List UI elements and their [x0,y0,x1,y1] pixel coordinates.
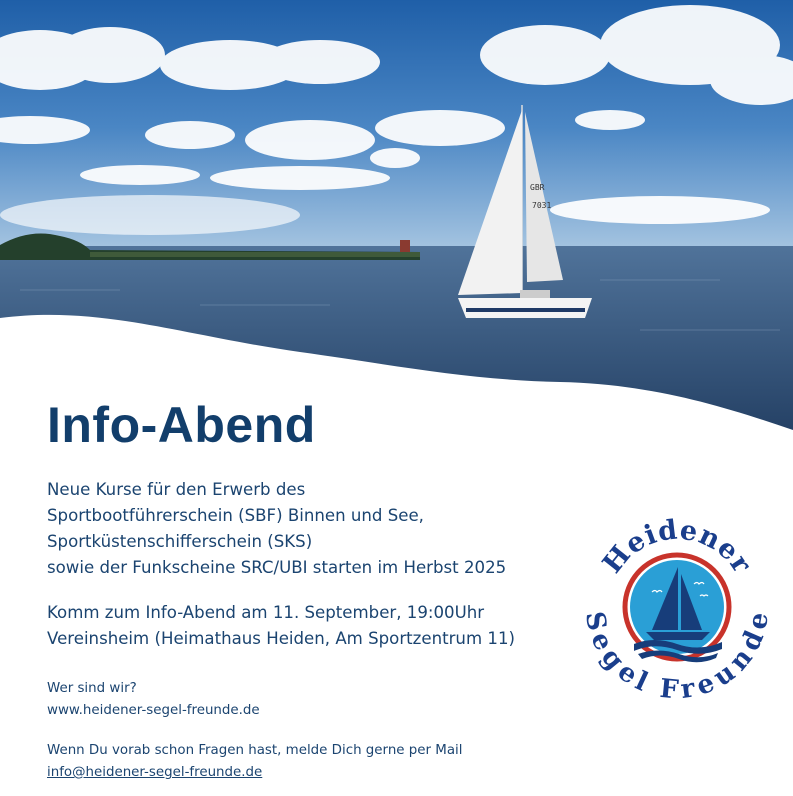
course-line: Sportbootführerschein (SBF) Binnen und See, [47,506,424,525]
course-line: sowie der Funkscheine SRC/UBI starten im Herbst 2025 [47,558,507,577]
course-description [47,477,506,581]
event-details [47,600,515,652]
course-line: Sportküstenschifferschein (SKS) [47,532,313,551]
course-line: Neue Kurse für den Erwerb des [47,480,306,499]
sail-number-country: GBR [530,183,545,192]
contact-section [47,740,463,784]
event-date-line: Komm zum Info-Abend am 11. September, 19:00Uhr [47,603,485,622]
sail-number: 7031 [532,201,552,210]
about-section [47,678,260,722]
logo-text-top: Heidener [596,514,758,580]
logo-text-bottom: egel Freund [584,625,771,702]
email-link[interactable]: info@heidener-segel-freunde.de [47,765,263,780]
club-logo [582,512,772,702]
page-title: Info-Abend [47,397,316,453]
event-location-line: Vereinsheim (Heimathaus Heiden, Am Sportzentrum 11) [47,629,515,648]
about-question: Wer sind wir? [47,681,137,696]
website-link[interactable]: www.heidener-segel-freunde.de [47,703,260,718]
contact-text: Wenn Du vorab schon Fragen hast, melde Dich gerne per Mail [47,743,463,758]
